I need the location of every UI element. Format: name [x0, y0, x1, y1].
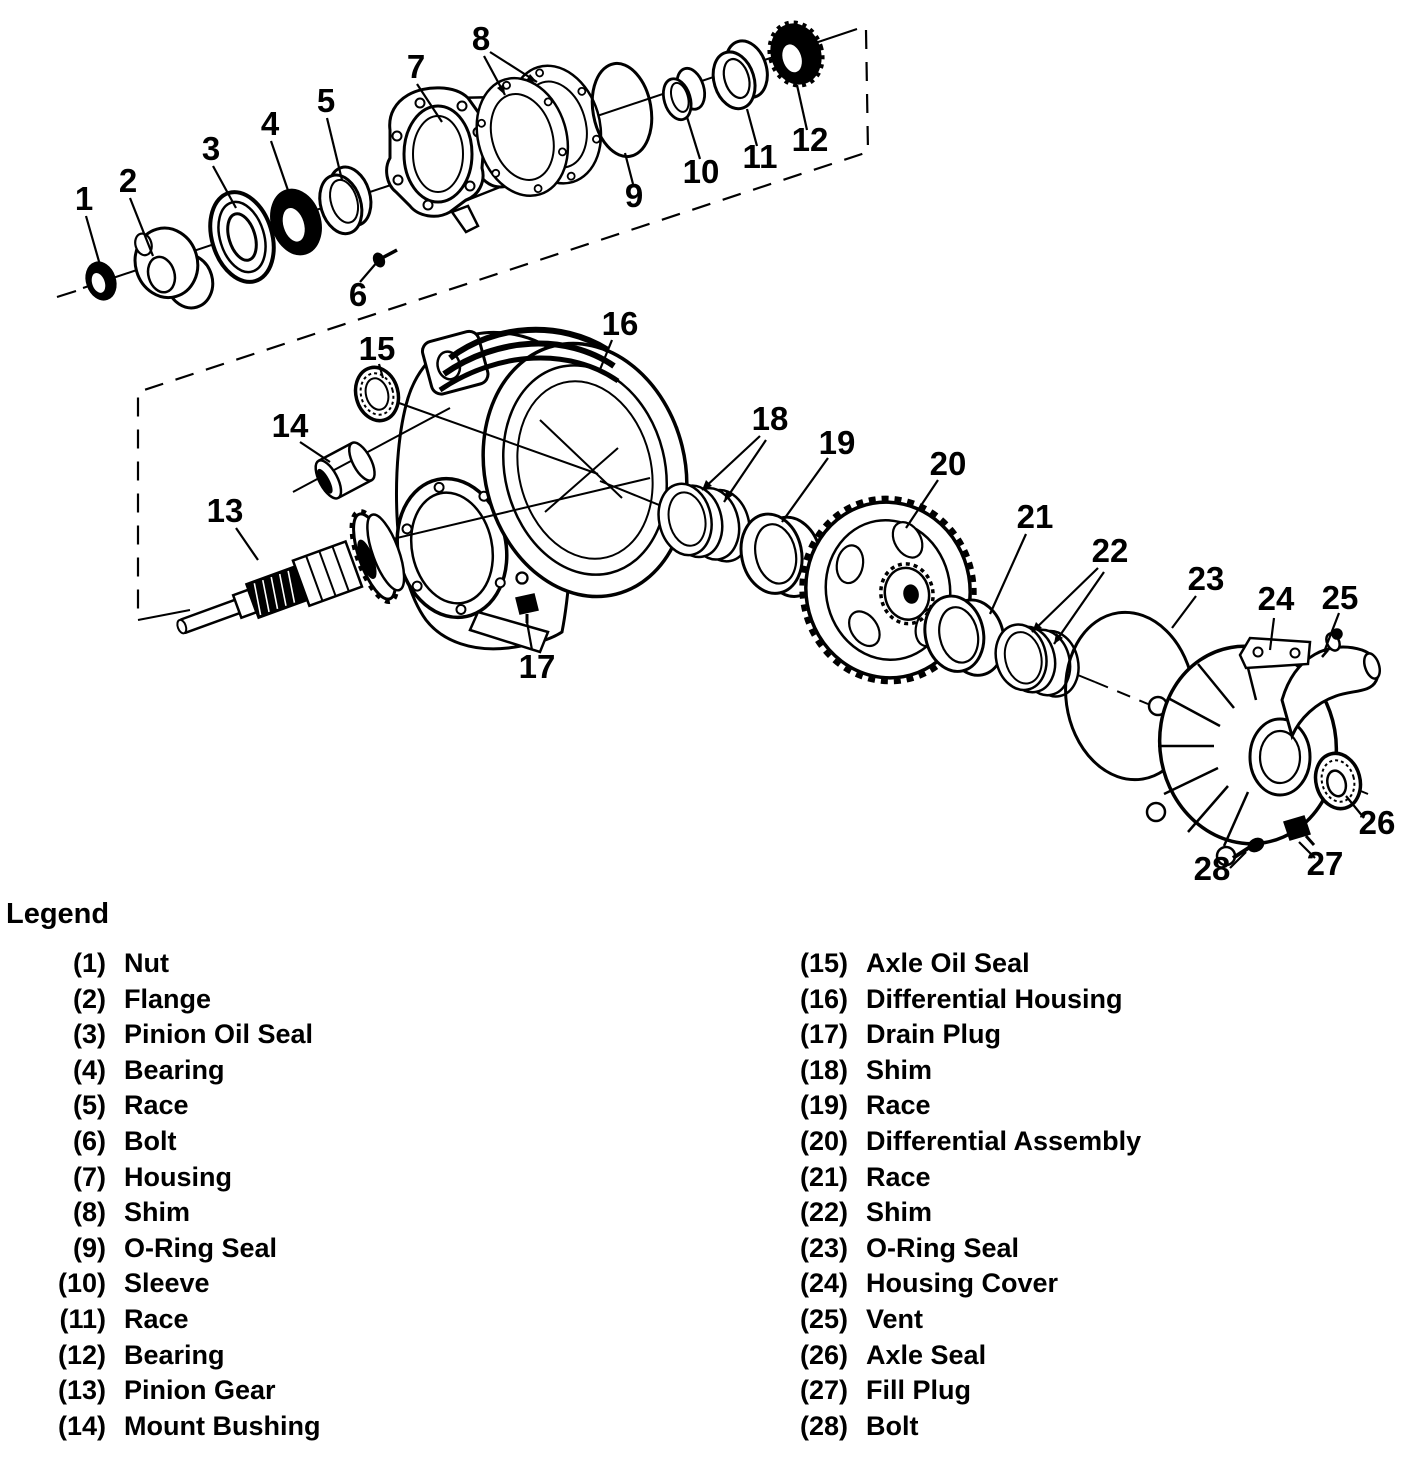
- legend-item-label: Bearing: [124, 1054, 225, 1085]
- callout-27: 27: [1306, 845, 1344, 882]
- legend-item-number: (19): [799, 1090, 848, 1121]
- legend-item-9: [46, 1233, 320, 1269]
- legend-item-number: (18): [799, 1054, 848, 1085]
- legend-item-label: Bolt: [124, 1125, 177, 1156]
- callout-4: 4: [260, 105, 280, 142]
- part-24-housing-cover: [1144, 632, 1383, 865]
- legend-item-19: [788, 1090, 1141, 1126]
- legend-item-8: [46, 1197, 320, 1233]
- legend-item-1: [46, 948, 320, 984]
- legend-item-label: O-Ring Seal: [866, 1232, 1020, 1263]
- legend-item-14: [46, 1411, 320, 1447]
- legend-item-label: Race: [124, 1303, 189, 1334]
- legend-item-number: (5): [73, 1090, 106, 1121]
- legend-item-number: (8): [73, 1197, 106, 1228]
- legend-item-label: Differential Housing: [866, 983, 1123, 1014]
- part-16-differential-housing: [385, 322, 713, 652]
- legend-item-number: (4): [73, 1054, 106, 1085]
- legend-item-7: [46, 1162, 320, 1198]
- callout-6: 6: [348, 276, 368, 313]
- callout-22: 22: [1091, 532, 1129, 569]
- legend-item-number: (2): [73, 983, 106, 1014]
- callout-2: 2: [118, 162, 138, 199]
- legend-item-number: (28): [799, 1410, 848, 1441]
- legend-item-number: (20): [799, 1125, 848, 1156]
- legend-item-number: (6): [73, 1125, 106, 1156]
- legend-item-17: [788, 1019, 1141, 1055]
- legend-item-20: [788, 1126, 1141, 1162]
- part-11-race: [704, 36, 776, 114]
- legend-item-number: (17): [799, 1019, 848, 1050]
- callout-18: 18: [751, 400, 789, 437]
- callout-3: 3: [201, 130, 221, 167]
- part-12-bearing: [762, 16, 830, 92]
- legend-item-25: [788, 1304, 1141, 1340]
- callout-23: 23: [1187, 560, 1225, 597]
- legend-item-number: (1): [73, 948, 106, 978]
- legend-item-label: Differential Assembly: [866, 1125, 1142, 1156]
- callout-24: 24: [1257, 580, 1295, 617]
- legend-item-label: Bolt: [866, 1410, 919, 1441]
- legend-item-label: Axle Oil Seal: [866, 948, 1030, 978]
- legend-item-3: [46, 1019, 320, 1055]
- legend-item-23: [788, 1233, 1141, 1269]
- part-8-shims: [463, 54, 615, 207]
- callout-20: 20: [929, 445, 967, 482]
- legend-item-label: Pinion Gear: [124, 1375, 276, 1406]
- callout-19: 19: [818, 424, 856, 461]
- callout-21: 21: [1016, 498, 1054, 535]
- legend-item-number: (14): [57, 1410, 106, 1441]
- callout-10: 10: [682, 153, 720, 190]
- legend-item-label: Nut: [124, 948, 169, 978]
- legend-item-5: [46, 1090, 320, 1126]
- legend-item-number: (24): [799, 1268, 848, 1299]
- legend-item-6: [46, 1126, 320, 1162]
- callout-14: 14: [271, 407, 309, 444]
- legend-item-13: [46, 1375, 320, 1411]
- legend-item-number: (9): [73, 1232, 106, 1263]
- legend-item-label: Bearing: [124, 1339, 225, 1370]
- legend-column-right: [788, 948, 1141, 1446]
- callout-28: 28: [1193, 850, 1231, 887]
- callout-15: 15: [358, 330, 396, 367]
- legend-item-number: (13): [57, 1375, 106, 1406]
- legend-item-label: Housing Cover: [866, 1268, 1059, 1299]
- callout-11: 11: [742, 138, 778, 175]
- legend-item-27: [788, 1375, 1141, 1411]
- part-2-flange: [127, 218, 219, 320]
- legend-item-28: [788, 1411, 1141, 1447]
- callout-13: 13: [206, 492, 244, 529]
- callout-26: 26: [1358, 804, 1396, 841]
- callout-1: 1: [74, 180, 94, 217]
- callout-9: 9: [624, 177, 644, 214]
- legend-item-label: Fill Plug: [866, 1375, 971, 1406]
- legend-item-label: Shim: [866, 1197, 933, 1228]
- legend-item-12: [46, 1340, 320, 1376]
- legend: [0, 890, 1408, 1470]
- callout-8: 8: [471, 20, 491, 57]
- legend-item-number: (12): [57, 1339, 106, 1370]
- legend-item-label: Axle Seal: [866, 1339, 987, 1370]
- legend-item-label: Race: [866, 1161, 931, 1192]
- legend-item-number: (3): [73, 1019, 106, 1050]
- legend-item-16: [788, 984, 1141, 1020]
- legend-item-label: O-Ring Seal: [124, 1232, 278, 1263]
- legend-item-label: Flange: [124, 983, 212, 1014]
- legend-item-label: Sleeve: [124, 1268, 210, 1299]
- legend-item-18: [788, 1055, 1141, 1091]
- callout-12: 12: [791, 121, 829, 158]
- legend-item-label: Shim: [124, 1197, 191, 1228]
- legend-item-number: (27): [799, 1375, 848, 1406]
- callout-16: 16: [601, 305, 639, 342]
- legend-item-number: (22): [799, 1197, 848, 1228]
- callout-5: 5: [316, 82, 336, 119]
- legend-item-11: [46, 1304, 320, 1340]
- legend-item-label: Race: [866, 1090, 931, 1121]
- legend-item-4: [46, 1055, 320, 1091]
- callout-17: 17: [518, 648, 556, 685]
- legend-item-number: (25): [799, 1303, 848, 1334]
- legend-item-label: Vent: [866, 1303, 924, 1334]
- legend-column-left: [46, 948, 320, 1446]
- legend-title: Legend: [6, 898, 110, 930]
- legend-item-label: Pinion Oil Seal: [124, 1019, 314, 1050]
- callout-25: 25: [1321, 579, 1359, 616]
- legend-item-21: [788, 1162, 1141, 1198]
- legend-item-number: (16): [799, 983, 848, 1014]
- legend-item-10: [46, 1268, 320, 1304]
- legend-item-number: (11): [59, 1303, 106, 1334]
- legend-item-number: (23): [799, 1232, 848, 1263]
- legend-item-number: (15): [799, 948, 848, 978]
- legend-item-number: (21): [799, 1161, 848, 1192]
- legend-item-2: [46, 984, 320, 1020]
- part-13-pinion-gear: [162, 503, 415, 673]
- legend-item-label: Housing: [124, 1161, 232, 1192]
- legend-item-label: Drain Plug: [866, 1019, 1002, 1050]
- legend-item-24: [788, 1268, 1141, 1304]
- legend-item-26: [788, 1340, 1141, 1376]
- callout-7: 7: [406, 48, 426, 85]
- part-15-axle-oil-seal: [350, 362, 405, 425]
- legend-item-number: (26): [799, 1339, 848, 1370]
- part-14-mount-bushing: [311, 439, 380, 502]
- legend-item-15: [788, 948, 1141, 984]
- legend-item-number: (7): [73, 1161, 106, 1192]
- legend-item-label: Shim: [866, 1054, 933, 1085]
- legend-item-number: (10): [57, 1268, 106, 1299]
- legend-item-label: Race: [124, 1090, 189, 1121]
- legend-item-label: Mount Bushing: [124, 1410, 321, 1441]
- part-10-sleeve: [657, 65, 711, 123]
- legend-item-22: [788, 1197, 1141, 1233]
